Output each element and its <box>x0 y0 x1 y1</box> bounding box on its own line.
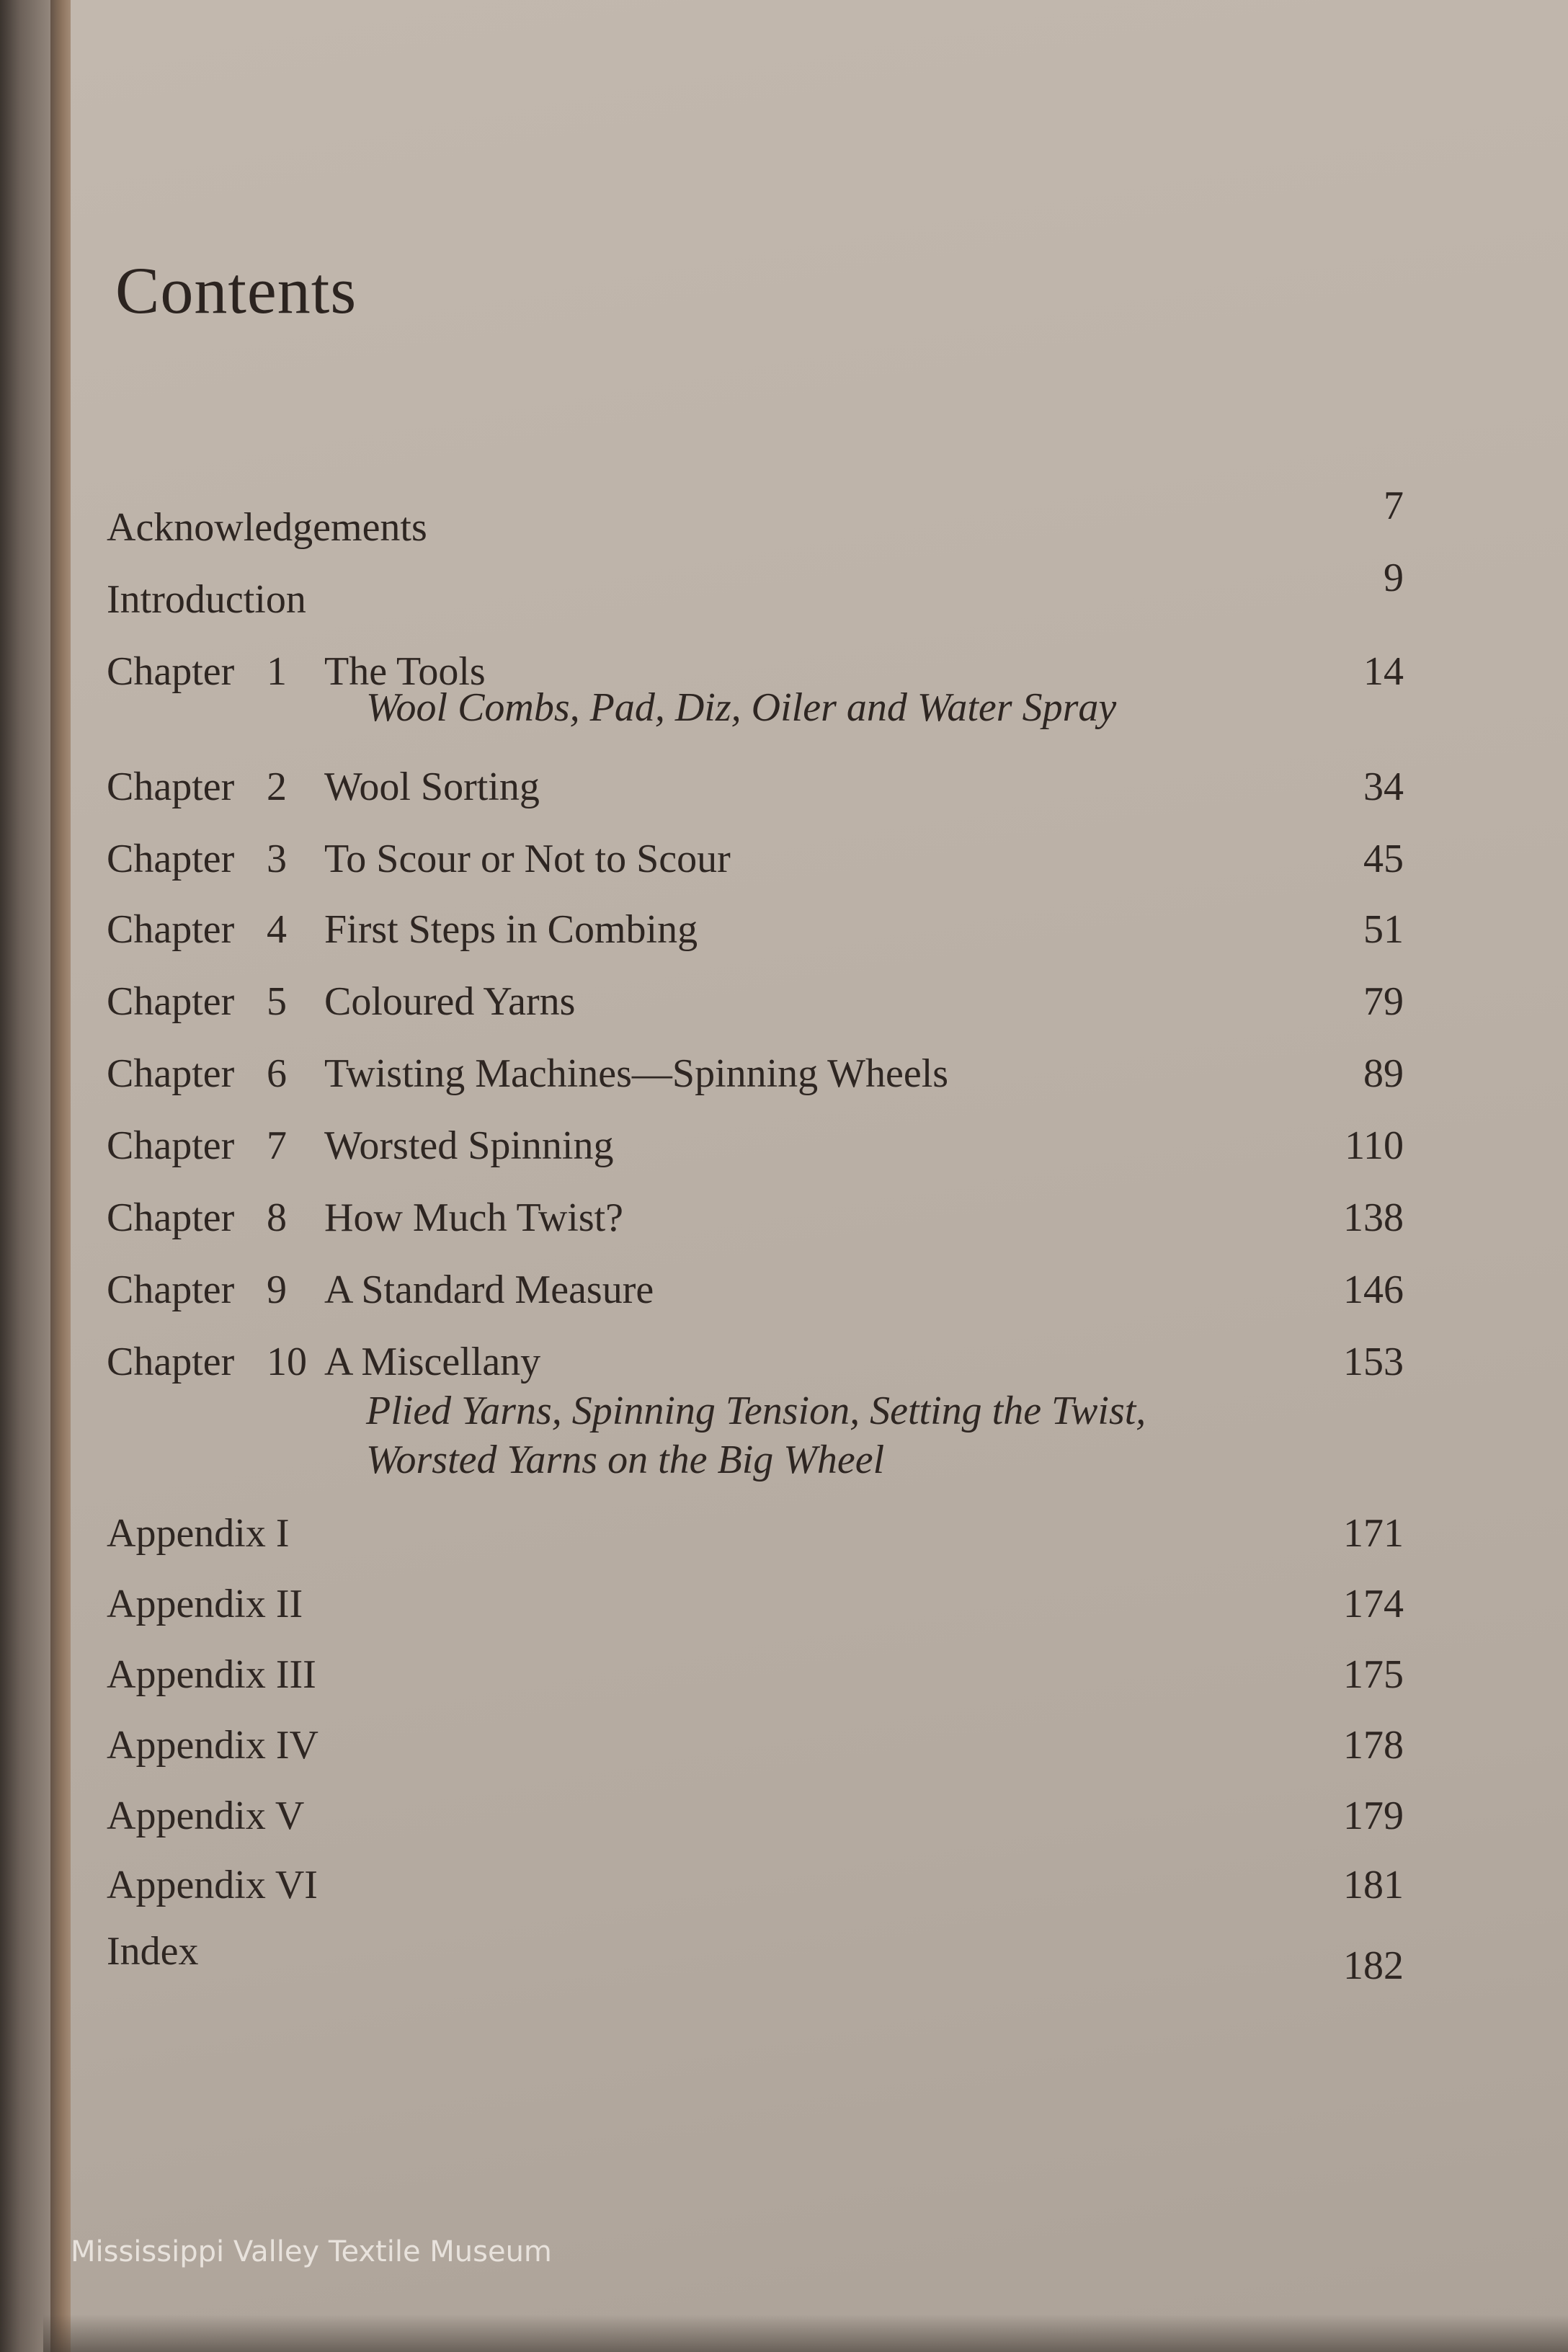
toc-entry-label: Appendix IV <box>107 1723 318 1768</box>
toc-page-number: 89 <box>1363 1051 1404 1096</box>
toc-page-number: 34 <box>1363 765 1404 809</box>
toc-chapter-number: 8 <box>267 1195 287 1240</box>
toc-chapter-label: Chapter <box>107 1195 235 1240</box>
toc-chapter-title: Twisting Machines—Spinning Wheels <box>324 1051 949 1096</box>
toc-page-number: 110 <box>1345 1123 1404 1168</box>
toc-entry-label: Appendix VI <box>107 1863 318 1907</box>
toc-chapter-title: The Tools <box>324 649 486 694</box>
toc-page-number: 182 <box>1343 1943 1404 1988</box>
toc-chapter-title: How Much Twist? <box>324 1195 624 1240</box>
toc-chapter-number: 4 <box>267 907 287 952</box>
toc-chapter-title: A Standard Measure <box>324 1268 654 1312</box>
toc-page-number: 179 <box>1343 1794 1404 1838</box>
table-of-contents <box>107 0 1404 2162</box>
toc-page-number: 14 <box>1363 649 1404 694</box>
toc-page-number: 51 <box>1363 907 1404 952</box>
toc-chapter-label: Chapter <box>107 1340 235 1384</box>
toc-chapter-number: 6 <box>267 1051 287 1096</box>
toc-chapter-number: 9 <box>267 1268 287 1312</box>
toc-page-number: 7 <box>1384 484 1404 528</box>
toc-entry-label: Appendix I <box>107 1511 290 1556</box>
toc-entry-label: Index <box>107 1929 199 1974</box>
toc-chapter-title: Worsted Spinning <box>324 1123 614 1168</box>
toc-page-number: 45 <box>1363 837 1404 881</box>
toc-chapter-subtitle: Wool Combs, Pad, Diz, Oiler and Water Spray <box>366 685 1117 730</box>
toc-page-number: 79 <box>1363 979 1404 1024</box>
toc-chapter-number: 2 <box>267 765 287 809</box>
toc-chapter-number: 10 <box>267 1340 307 1384</box>
toc-chapter-label: Chapter <box>107 649 235 694</box>
toc-chapter-label: Chapter <box>107 1051 235 1096</box>
toc-chapter-number: 1 <box>267 649 287 694</box>
toc-entry-label: Appendix III <box>107 1652 316 1697</box>
toc-chapter-label: Chapter <box>107 907 235 952</box>
watermark: Mississippi Valley Textile Museum <box>71 2235 552 2268</box>
toc-chapter-title: To Scour or Not to Scour <box>324 837 731 881</box>
toc-chapter-number: 7 <box>267 1123 287 1168</box>
toc-entry-label: Appendix II <box>107 1582 303 1626</box>
toc-chapter-subtitle: Plied Yarns, Spinning Tension, Setting the Twist, <box>366 1389 1146 1433</box>
toc-chapter-label: Chapter <box>107 979 235 1024</box>
toc-chapter-subtitle: Worsted Yarns on the Big Wheel <box>366 1438 885 1482</box>
toc-page-number: 181 <box>1343 1863 1404 1907</box>
toc-chapter-label: Chapter <box>107 1123 235 1168</box>
toc-entry-label: Acknowledgements <box>107 505 427 550</box>
toc-page-number: 9 <box>1384 556 1404 600</box>
bottom-shadow <box>43 2315 1568 2352</box>
toc-chapter-label: Chapter <box>107 837 235 881</box>
toc-chapter-label: Chapter <box>107 1268 235 1312</box>
toc-page-number: 138 <box>1343 1195 1404 1240</box>
toc-page-number: 174 <box>1343 1582 1404 1626</box>
toc-chapter-title: Coloured Yarns <box>324 979 576 1024</box>
toc-chapter-title: First Steps in Combing <box>324 907 698 952</box>
toc-chapter-title: Wool Sorting <box>324 765 540 809</box>
toc-page-number: 153 <box>1343 1340 1404 1384</box>
toc-chapter-number: 5 <box>267 979 287 1024</box>
toc-entry-label: Appendix V <box>107 1794 305 1838</box>
toc-page-number: 178 <box>1343 1723 1404 1768</box>
toc-chapter-number: 3 <box>267 837 287 881</box>
toc-page-number: 171 <box>1343 1511 1404 1556</box>
page-title: Contents <box>115 254 357 327</box>
toc-entry-label: Introduction <box>107 577 306 622</box>
toc-page-number: 175 <box>1343 1652 1404 1697</box>
toc-chapter-title: A Miscellany <box>324 1340 541 1384</box>
toc-chapter-label: Chapter <box>107 765 235 809</box>
toc-page-number: 146 <box>1343 1268 1404 1312</box>
